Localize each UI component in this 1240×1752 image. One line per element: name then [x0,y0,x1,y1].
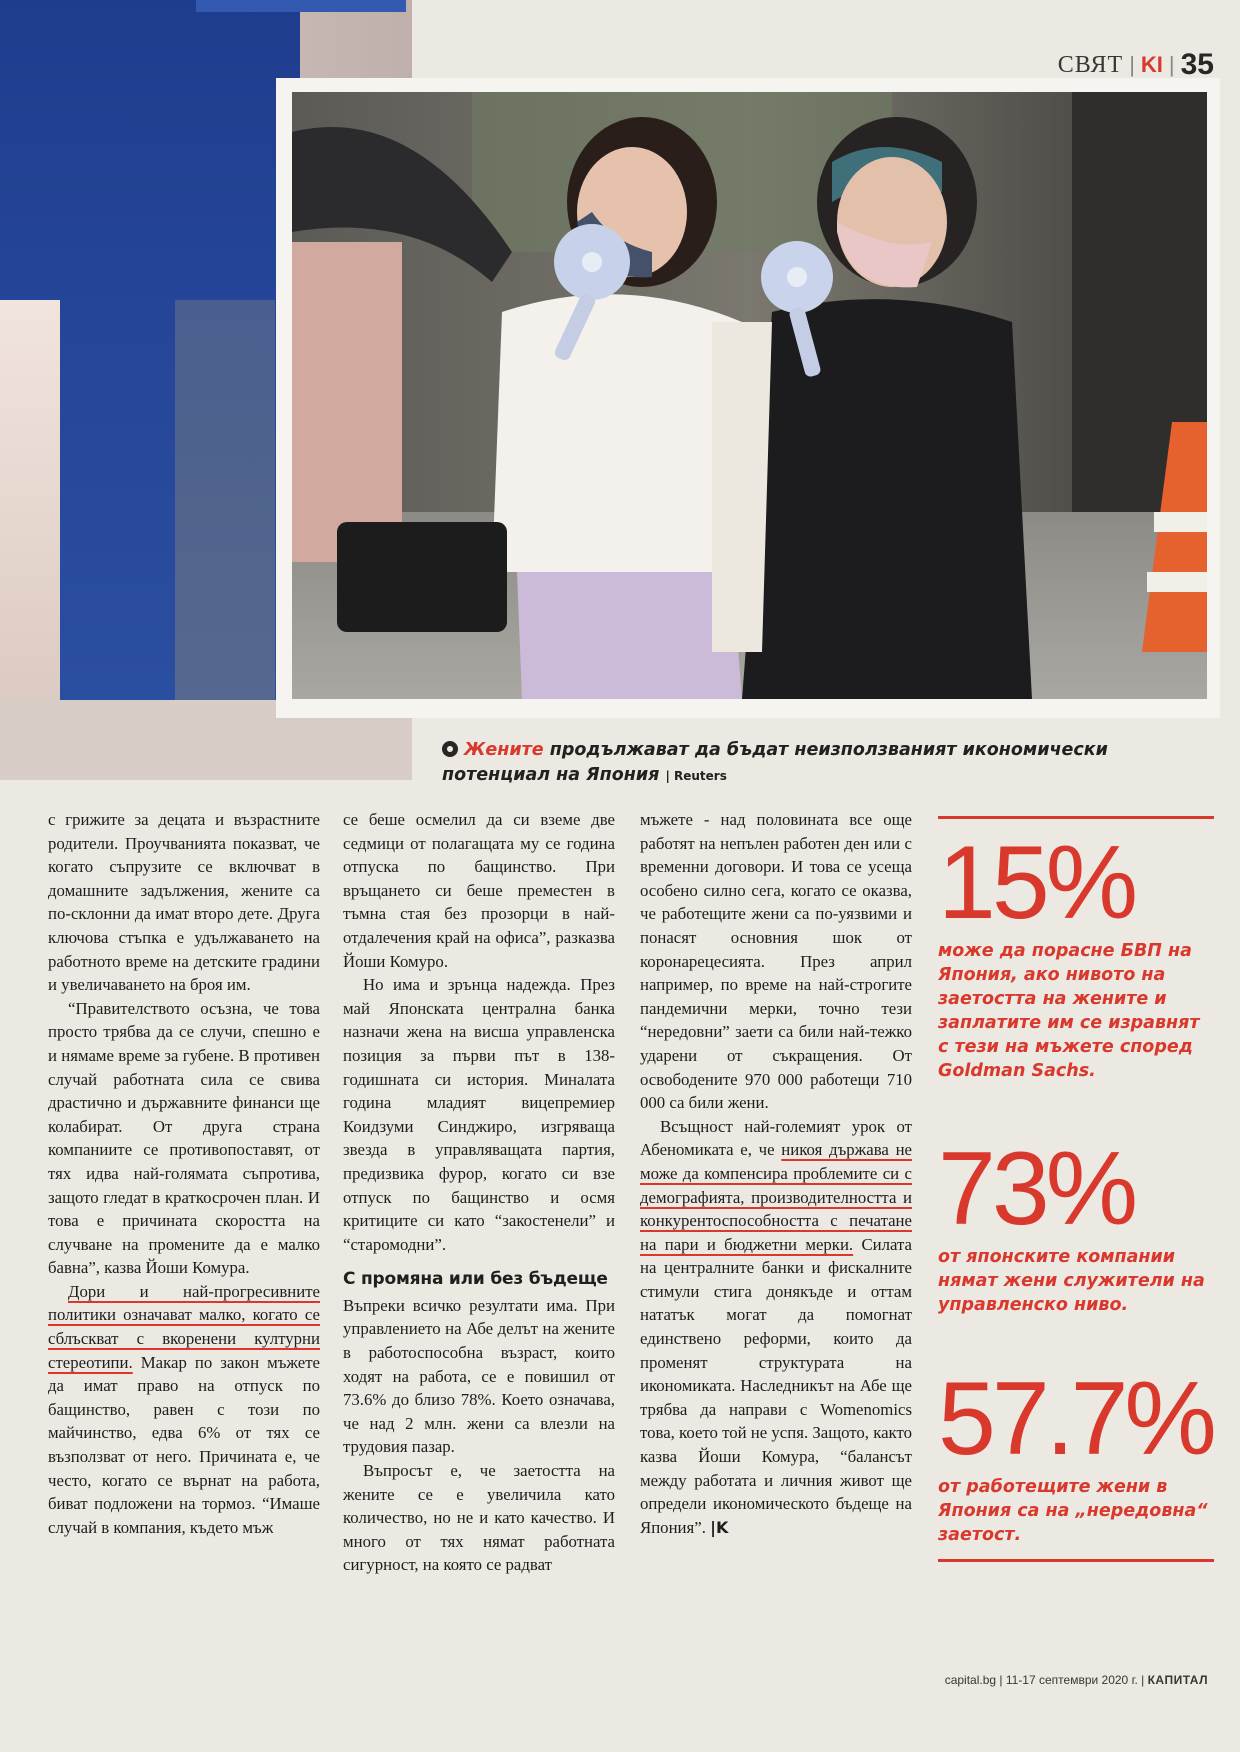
paragraph: се беше осмелил да си вземе две седмици от полагащата му се година отпуска по бащинство. При връщането си беше преместен в тъмна стая без прозорци в най-отдалечения край на офиса”, разказва Йоши Комуро. [343,810,615,971]
main-photo [292,92,1207,699]
page-footer [945,1673,1208,1687]
folio-separator-2: | [1168,52,1175,77]
footer-text: capital.bg | 11-17 септември 2020 г. | [944,1673,1145,1687]
underlined-highlight: никоя държава не може да компенсира проблемите си с демографията, производителността и конкурентоспособността с печатане на пари и бюджетни мерки. [640,1140,913,1254]
page-folio [1058,48,1214,82]
footer-brand: КАПИТАЛ [1147,1673,1208,1687]
folio-separator: | [1129,52,1135,77]
paragraph [48,1280,320,1540]
stat-number: 15% [938,825,1135,941]
underlined-highlight: Дори и най-прогресивните политики означават малко, когато се сблъскват с вкоренени културни стереотипи. [48,1281,320,1372]
blue-top-block [196,0,406,12]
page-number: 35 [1180,48,1214,81]
stat-block [938,1357,1214,1562]
paragraph: Въпреки всичко резултати има. При управлението на Абе делът на жените в работоспособна възраст, които ходят на работа, се е повишил от 73.6% до близо 78%. Което означава, че над 2 млн. жени са влезли на трудовия пазар. [343,1295,615,1457]
stats-sidebar [938,816,1214,1562]
paragraph: Въпросът е, че заетостта на жените се е увеличила като количество, но не и като качество. И много от тях нямат работната сигурност, на която се радват [343,1461,615,1575]
stat-text: от работещите жени в Япония са на „нередовна“ заетост. [938,1477,1208,1545]
caption-text: продължават да бъдат неизползваният икономически потенциал на Япония [442,740,1108,785]
paragraph: с грижите за децата и възрастните родители. Проучванията показват, че когато съпрузите се включват в домашните задължения, жените са по-склонни да имат второ дете. Друга ключова стъпка е удължаването на работното време на детските градини и увеличаването на броя им. [48,810,320,995]
caption-highlight: Жените [464,740,544,760]
end-mark: |K [710,1517,729,1537]
paragraph-text: Макар по закон мъжете да имат право на отпуск по бащинство, равен с този по майчинство, едва 6% от тях се възползват от него. Причината е, че често, когато се върнат на работа, биват подложени на тормоз. “Имаше случай в компания, където мъж [48,1352,320,1537]
stat-text: от японските компании нямат жени служители на управленско ниво. [938,1247,1205,1315]
stat-block [938,1127,1214,1317]
photo-credit: | Reuters [665,769,727,783]
stat-number: 57.7% [938,1361,1213,1477]
photo-frame [276,78,1220,718]
left-figure-shape [0,300,60,700]
article-column-1 [48,808,320,1539]
section-name: СВЯТ [1057,51,1124,78]
magazine-logo: KI [1140,52,1163,77]
left-dark-shape [175,300,275,700]
article-column-2 [343,808,615,1577]
paragraph: мъжете - над половината все още работят на непълен работен ден или с временни договори. И това се усеща особено силно сега, когато се оказва, че работещите жени са по-уязвими и понасят основния шок от коронарецесията. През април например, по време на най-строгите пандемични мерки, точно тези “нередовни” заети са били най-тежко ударени от съкращения. От освободените 970 000 работещи 710 000 са били жени. [640,810,912,1113]
photo-caption [442,738,1162,789]
paragraph-text: Всъщност най-големият урок от Абеномиката е, че [640,1116,912,1160]
paragraph [640,1115,912,1540]
stat-text: може да порасне БВП на Япония, ако нивото на заетостта на жените и заплатите им се изравнят с тези на мъжете според Goldman Sachs. [938,941,1200,1081]
subheading: С промяна или без бъдеще [343,1269,608,1290]
paragraph: Но има и зрънца надежда. През май Японската централна банка назначи жена на висша управленска позиция за първи път в 138-годишната си история. Миналата година младият вицепремиер Коидзуми Синджиро, изгряваща звезда в управляващата партия, предизвика фурор, когато си взе отпуск по бащинство и осмя критиците си като “закостенели” и “старомодни”. [343,975,615,1254]
article-column-3 [640,808,912,1539]
paragraph-text: Силата на централните банки и фискалните стимули стига донякъде и оттам нататък могат да помогнат единствено реформи, които да променят структурата на икономиката. Наследникът на Абе ще трябва да направи с Womenomics това, което той не успя. Защото, както казва Йоши Комура, “балансът между работата и личния живот ще определи икономическото бъдеще на Япония”. [640,1234,913,1537]
paragraph: “Правителството осъзна, че това просто трябва да се случи, спешно е и нямаме време за губене. В противен случай работната сила се свива драстично и държавните финанси ще колабират. От друга страна компаниите се противопоставят, от тях идва най-голямата съпротива, защото гледат в краткосрочен план. И това е причината скоростта на случване на промените да е малко бавна”, казва Йоши Комура. [48,998,320,1278]
camera-icon [442,741,458,757]
main-photo-illustration [292,92,1207,699]
stat-number: 73% [938,1131,1135,1247]
stat-block [938,819,1214,1083]
